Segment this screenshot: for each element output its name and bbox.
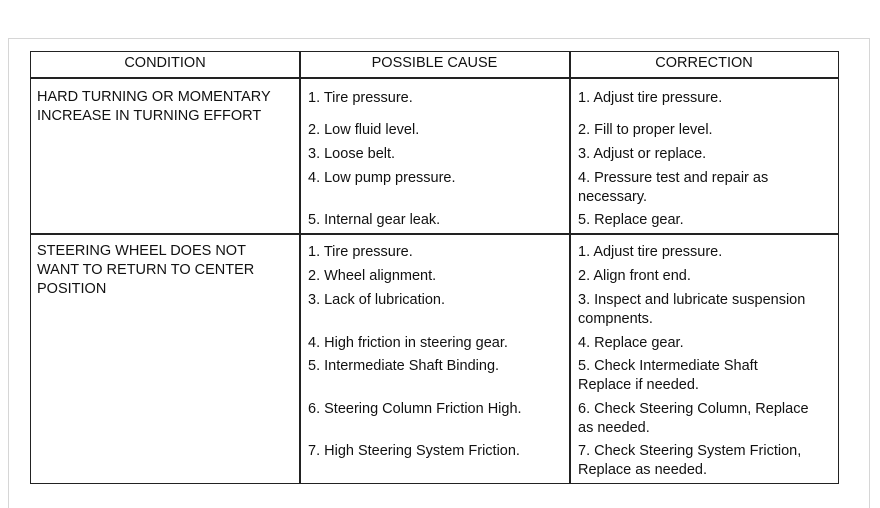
correction-cell: 3. Inspect and lubricate suspension compnents.: [578, 292, 806, 327]
header-cause: POSSIBLE CAUSE: [371, 55, 498, 71]
correction-cell: 2. Fill to proper level.: [578, 122, 713, 138]
condition-wheel-return: STEERING WHEEL DOES NOT WANT TO RETURN TO CENTER POSITION: [37, 243, 255, 297]
cause-cell: 6. Steering Column Friction High.: [308, 401, 522, 417]
group-divider: [31, 233, 838, 235]
header-condition: CONDITION: [124, 55, 206, 71]
correction-cell: 2. Align front end.: [578, 268, 691, 284]
correction-cell: 1. Adjust tire pressure.: [578, 90, 723, 106]
correction-cell: 3. Adjust or replace.: [578, 146, 707, 162]
correction-cell: 5. Replace gear.: [578, 212, 684, 228]
cause-cell: 7. High Steering System Friction.: [308, 443, 520, 459]
correction-cell: 4. Replace gear.: [578, 335, 684, 351]
cause-cell: 2. Wheel alignment.: [308, 268, 437, 284]
cause-cell: 4. Low pump pressure.: [308, 170, 456, 186]
column-divider: [299, 52, 301, 483]
cause-cell: 3. Lack of lubrication.: [308, 292, 446, 308]
cause-cell: 1. Tire pressure.: [308, 244, 413, 260]
correction-cell: 6. Check Steering Column, Replace as needed.: [578, 401, 809, 436]
header-divider: [31, 77, 838, 79]
cause-cell: 2. Low fluid level.: [308, 122, 420, 138]
correction-cell: 7. Check Steering System Friction, Replace as needed.: [578, 443, 802, 478]
correction-cell: 5. Check Intermediate Shaft Replace if needed.: [578, 358, 758, 393]
header-correction: CORRECTION: [655, 55, 753, 71]
diagnosis-table: [30, 51, 839, 484]
cause-cell: 5. Intermediate Shaft Binding.: [308, 358, 500, 374]
cause-cell: 4. High friction in steering gear.: [308, 335, 508, 351]
cause-cell: 5. Internal gear leak.: [308, 212, 441, 228]
cause-cell: 3. Loose belt.: [308, 146, 396, 162]
correction-cell: 4. Pressure test and repair as necessary.: [578, 170, 769, 205]
condition-hard-turning: HARD TURNING OR MOMENTARY INCREASE IN TURNING EFFORT: [37, 89, 271, 124]
cause-cell: 1. Tire pressure.: [308, 90, 413, 106]
correction-cell: 1. Adjust tire pressure.: [578, 244, 723, 260]
